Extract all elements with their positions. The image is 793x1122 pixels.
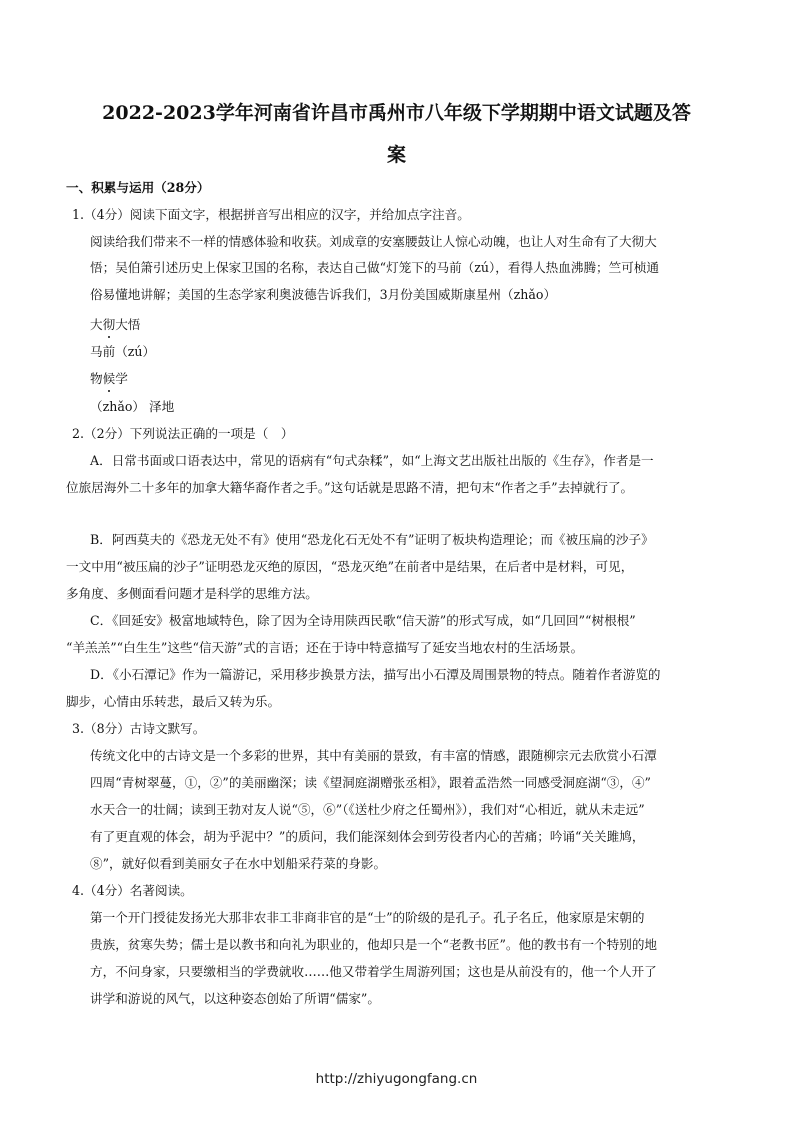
q3-passage-line: 传统文化中的古诗文是一个多彩的世界，其中有美丽的景致，有丰富的情感，跟随柳宗元去欣赏小石潭 [90,748,657,763]
q1-answer-item [90,370,128,388]
q3-passage-line: 四周“青树翠蔓，①，②”的美丽幽深；读《望洞庭湖赠张丞相》，跟着孟浩然一同感受洞庭湖“③，④” [90,775,651,790]
q4-passage-line: 讲学和游说的风气，以这种姿态创始了所谓“儒家”。 [90,991,380,1006]
q2-option-d: 脚步，心情由乐转悲，最后又转为乐。 [66,694,281,709]
q1-answer-item: 马前（zú） [90,344,156,359]
q2-option-a: 位旅居海外二十多年的加拿大籍华裔作者之手。”这句话就是思路不清，把句末“作者之手”去掉就行了。 [66,480,634,495]
q1-passage-line: 俗易懂地讲解；美国的生态学家利奥波德告诉我们，3月份美国威斯康星州（zhǎo） [90,287,557,302]
q4-passage-line: 贵族，贫寒失势；儒士是以教书和向礼为职业的，他却只是一个“老教书匠”。他的教书有一个特别的地 [90,937,658,952]
q1-item-text: 大 [90,317,103,332]
q1-item-text: 物 [90,371,103,386]
q2-option-b: B．阿西莫夫的《恐龙无处不有》使用“恐龙化石无处不有”证明了板块构造理论；而《被压扁的沙子》 [90,532,654,547]
q4-passage-line: 方，不问身家，只要缴相当的学费就收……他又带着学生周游列国；这也是从前没有的，他一个人开了 [90,964,657,979]
q3-passage-line: ⑧”，就好似看到美丽女子在水中划船采荇菜的身影。 [90,856,387,871]
q1-answer-item: （zhǎo） 泽地 [90,399,175,414]
footer-url: http://zhiyugongfang.cn [315,1071,478,1087]
q1-item-text: 大悟 [115,317,141,332]
q2-option-c: C．《回延安》极富地域特色，除了因为全诗用陕西民歌“信天游”的形式写成，如“几回回”“树根根” [90,613,636,628]
q1-stem: 1.（4分）阅读下面文字，根据拼音写出相应的汉字，并给加点字注音。 [72,207,470,222]
q2-option-a: A．日常书面或口语表达中，常见的语病有“句式杂糅”，如“上海文艺出版社出版的《生存》，作者是一 [90,453,654,468]
section-heading: 一、积累与运用（28分） [66,180,210,195]
dotted-character: 彻 [102,317,116,332]
title-line-1: 2022-2023学年河南省许昌市禹州市八年级下学期期中语文试题及答 [102,102,691,124]
q2-option-d: D．《小石潭记》作为一篇游记，采用移步换景方法，描写出小石潭及周围景物的特点。随着作者游览的 [90,667,661,682]
q3-stem: 3.（8分）古诗文默写。 [72,721,206,736]
q3-passage-line: 有了更直观的体会，胡为乎泥中？”的质问，我们能深刻体会到劳役者内心的苦痛；吟诵“关关雎鸠， [90,829,645,844]
dotted-character: 候 [102,371,116,386]
q3-passage-line: 水天合一的壮阔；读到王勃对友人说“⑤，⑥”（《送杜少府之任蜀州》），我们对“心相近，就从未走远” [90,802,645,817]
q2-stem: 2.（2分）下列说法正确的一项是（ ） [72,426,294,441]
q1-item-text: 学 [115,371,128,386]
q1-passage-line: 阅读给我们带来不一样的情感体验和收获。刘成章的安塞腰鼓让人惊心动魄，也让人对生命有了大彻大 [90,234,657,249]
q1-passage-line: 悟；吴伯箫引述历史上保家卫国的名称，表达自己做“灯笼下的马前（zú），看得人热血沸腾；竺可桢通 [90,260,660,275]
q4-passage-line: 第一个开门授徒发扬光大那非农非工非商非官的是“士”的阶级的是孔子。孔子名丘，他家原是宋朝的 [90,910,645,925]
q4-stem: 4.（4分）名著阅读。 [72,883,193,898]
q2-option-b: 一文中用“被压扁的沙子”证明恐龙灭绝的原因，“恐龙灭绝”在前者中是结果，在后者中是材料，可见， [66,559,634,574]
q2-option-b: 多角度、多侧面看问题才是科学的思维方法。 [66,586,318,601]
title-line-2: 案 [386,144,406,166]
q2-option-c: “羊羔羔”“白生生”这些“信天游”式的言语；还在于诗中特意描写了延安当地农村的生活场景。 [66,640,584,655]
q1-answer-item [90,316,140,334]
document-title [60,92,733,176]
